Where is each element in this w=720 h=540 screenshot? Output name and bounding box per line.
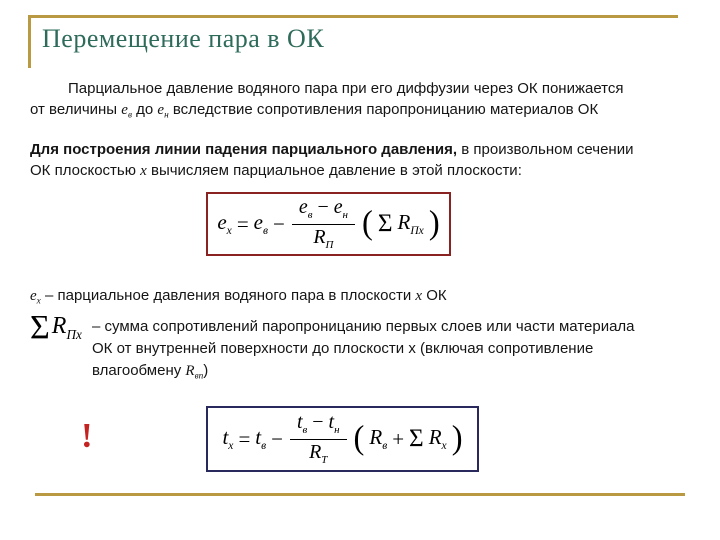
var-e-exterior: $е_н$: [157, 102, 169, 121]
close-paren: ): [451, 419, 463, 458]
sigma-icon: Σ: [409, 425, 424, 453]
footer-divider-line: [35, 493, 685, 496]
fraction-numerator: $t_в - t_н$: [290, 412, 347, 439]
var-tv: $t_в$: [255, 425, 267, 453]
var-r-vp: $R_{вп}$: [185, 363, 204, 382]
exclamation-mark: !: [81, 416, 93, 455]
definition-ex: [30, 285, 710, 312]
definition-ex-tail: ОК: [422, 287, 447, 304]
fraction-denominator: $R_П$: [313, 225, 334, 251]
method-line2-text1: ОК плоскостью: [30, 162, 141, 179]
open-paren: (: [353, 419, 365, 458]
var-r-px: $R_{Пх}$: [397, 210, 424, 238]
var-ev: $e_в$: [253, 210, 268, 238]
title-frame-top-line: [28, 15, 678, 18]
equals-sign: =: [238, 426, 251, 451]
formula-temperature: [222, 412, 462, 466]
fraction-pressure-drop: [292, 197, 355, 251]
method-bold-lead: Для построения линии падения парциального давления,: [30, 141, 458, 158]
definition-sum-line2: ОК от внутренней поверхности до плоскости х (включая сопротивление: [92, 340, 594, 357]
var-ex-inline: $е_х$: [30, 288, 41, 307]
method-line2-text2: вычисляем парциальное давление в этой плоскости:: [146, 162, 522, 179]
var-r-x: $R_х$: [428, 425, 447, 453]
definition-sum: [92, 316, 684, 387]
var-r-px-large: $R_{Пх}$: [51, 313, 82, 342]
intro-line2-text3: вследствие сопротивления паропроницанию материалов ОК: [168, 101, 599, 118]
sum-resistance-symbol: [30, 311, 82, 345]
paragraph-intro: [30, 78, 708, 126]
formula-box-vapor-pressure: [206, 192, 451, 256]
paragraph-method: [30, 139, 715, 182]
definition-sum-line3-text: влагообмену: [92, 362, 186, 379]
fraction-numerator: $e_в - e_н$: [292, 197, 355, 224]
intro-line1: Парциальное давление водяного пара при его диффузии через ОК понижается: [68, 80, 624, 97]
formula-vapor-pressure: [217, 197, 439, 251]
minus-sign: −: [271, 426, 283, 451]
var-r-v: $R_в$: [369, 425, 388, 453]
equals-sign: =: [236, 211, 249, 236]
formula-box-temperature: [206, 406, 479, 472]
definition-ex-text: парциальное давления водяного пара в плоскости: [57, 287, 416, 304]
plus-sign: +: [392, 426, 405, 451]
fraction-temp-drop: [290, 412, 347, 466]
page-title: Перемещение пара в ОК: [42, 24, 325, 53]
var-x-inline: х: [415, 288, 423, 304]
sigma-icon: Σ: [30, 309, 50, 346]
open-paren: (: [362, 204, 373, 243]
intro-line2-text2: до: [131, 101, 158, 118]
definition-sum-line1: – сумма сопротивлений паропроницанию первых слоев или части материала: [92, 318, 635, 335]
method-line1-rest: в произвольном сечении: [457, 141, 634, 158]
title-frame-left-line: [28, 15, 31, 68]
fraction-denominator: $R_Т$: [309, 440, 328, 466]
var-e-interior: $е_в$: [121, 102, 132, 121]
definition-sum-close: ): [203, 362, 209, 379]
close-paren: ): [428, 204, 440, 243]
sigma-icon: Σ: [377, 210, 393, 238]
var-x-plane: х: [140, 163, 147, 179]
definition-ex-dash: –: [40, 287, 58, 304]
var-ex: $e_х$: [217, 210, 232, 238]
minus-sign: −: [273, 211, 285, 236]
var-tx: $t_х$: [222, 425, 234, 453]
intro-line2-text1: от величины: [30, 101, 122, 118]
